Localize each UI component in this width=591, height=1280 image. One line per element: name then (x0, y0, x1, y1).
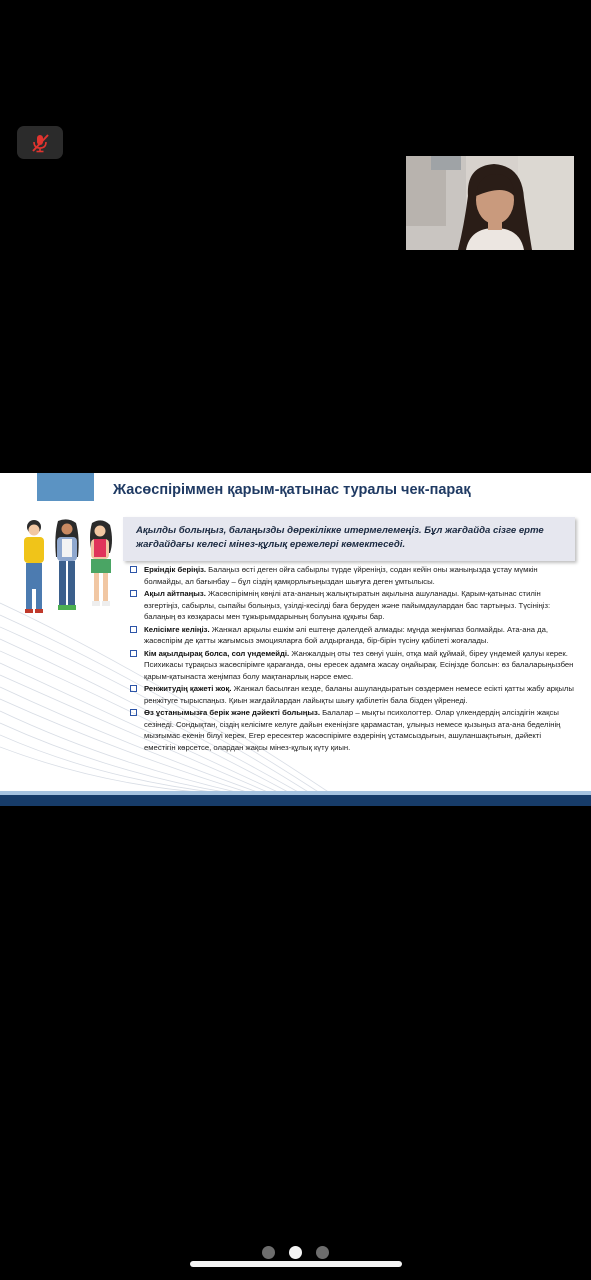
list-item (130, 707, 574, 753)
bullet-text: Балаңыз өсті деген ойға сабырлы түрде үйреніңіз, содан кейін оны жаныңызда ұстау мүмкін болмайды, ал бағынбау – бұл сіздің қамқорлығыңыздан шығуға деген ұмтылысы. (144, 565, 538, 586)
list-item (130, 564, 574, 587)
bullet-heading: Ренжитудің қажеті жоқ. (144, 684, 232, 693)
slide-accent-bar (37, 473, 94, 501)
checkbox-bullet-icon (130, 626, 137, 633)
bullet-heading: Келісімге келіңіз. (144, 624, 210, 634)
bullet-text: Жанжал басылған кезде, баланы ашуландыратын сөздермен немесе есікті қатты жабу арқылы ренжітуге тырыспаңыз. Қиын жағдайлардан лайықты шығу қабілетін бала бізден үйренеді. (144, 684, 574, 705)
bullet-text: Жасөспірімнің көңілі ата-ананың жалықтыратын ақылына ашуланады. Қарым-қатынас стилін өзгертіңіз, сабырлы, сыпайы болыңыз, үзілді-кесілді баға беруден және пайымдаулардан бас тартыңыз. Түсініңіз: балаңың өз көзқарасы мен тұжырымдарының болуына құқығы бар. (144, 589, 551, 621)
participant-image (406, 156, 574, 250)
page-indicator (0, 1246, 591, 1259)
home-indicator[interactable] (190, 1261, 402, 1267)
bullet-heading: Кім ақылдырақ болса, сол үндемейді. (144, 648, 290, 658)
checkbox-bullet-icon (130, 650, 137, 657)
slide-footer-stripe-dark (0, 795, 591, 806)
checkbox-bullet-icon (130, 685, 137, 692)
slide-callout (123, 517, 575, 561)
page-dot[interactable] (262, 1246, 275, 1259)
presentation-slide (0, 473, 591, 806)
mute-button[interactable] (17, 126, 63, 159)
mic-off-icon (29, 132, 51, 154)
list-item (130, 648, 574, 683)
list-item (130, 624, 574, 647)
slide-title: Жасөспіріммен қарым-қатынас туралы чек-парақ (113, 482, 471, 498)
bullet-text: Балалар – мықты психологтер. Олар үлкендердің әлсіздігін жақсы сезінеді. Сондықтан, сіздің келісімге келуге дайын екеніңізге қарамастан, ұлыңыз немесе қызыңыз ата-ана беделінің мызғымас екенін білуі керек. Егер ересектер жасөспірімге өздерінің ұстамсыздығын, ашуланшақтығын, дәйекті еместігін көрсетсе, олардан жақсы мінез-құлық күту қиын. (144, 708, 561, 752)
checkbox-bullet-icon (130, 709, 137, 716)
participant-video[interactable] (406, 156, 574, 250)
bullet-heading: Еркіндік беріңіз. (144, 565, 207, 574)
teenagers-illustration (16, 517, 120, 621)
callout-text: Ақылды болыңыз, балаңызды дөрекілікке итермелемеңіз. Бұл жағдайда сізге ерте жағдайдағы келесі мінез-құлық ережелері көмектеседі. (136, 525, 544, 550)
bullet-heading: Ақыл айтпаңыз. (144, 589, 206, 598)
bullet-list (130, 564, 574, 754)
checkbox-bullet-icon (130, 566, 137, 573)
bullet-text: Жанжалдың оты тез сөнуі үшін, отқа май құймай, біреу үндемей қалуы керек. Психикасы тұрақсыз жасөспірімге қарағанда, оны ересек адамға жасау оңайырақ. Есіңізде болсын: өз балаларыңызбен қарым-қатынаста жеңімпаз болу мақтанарлық нәрсе емес. (144, 648, 574, 681)
page-dot[interactable] (316, 1246, 329, 1259)
list-item (130, 683, 574, 706)
list-item (130, 588, 574, 623)
checkbox-bullet-icon (130, 590, 137, 597)
page-dot-active[interactable] (289, 1246, 302, 1259)
bullet-heading: Өз ұстанымызға берік және дәйекті болыңыз. (144, 708, 320, 717)
bullet-text: Жанжал арқылы ешкім әлі ештеңе дәлелдей алмады: мұнда жеңімпаз болмайды. Ата-ана да, жасөспірім де қатты жағымсыз эмоцияларға бой алдырғанда, бір-бірін түсіну қабілеті жоғалады. (144, 624, 549, 645)
